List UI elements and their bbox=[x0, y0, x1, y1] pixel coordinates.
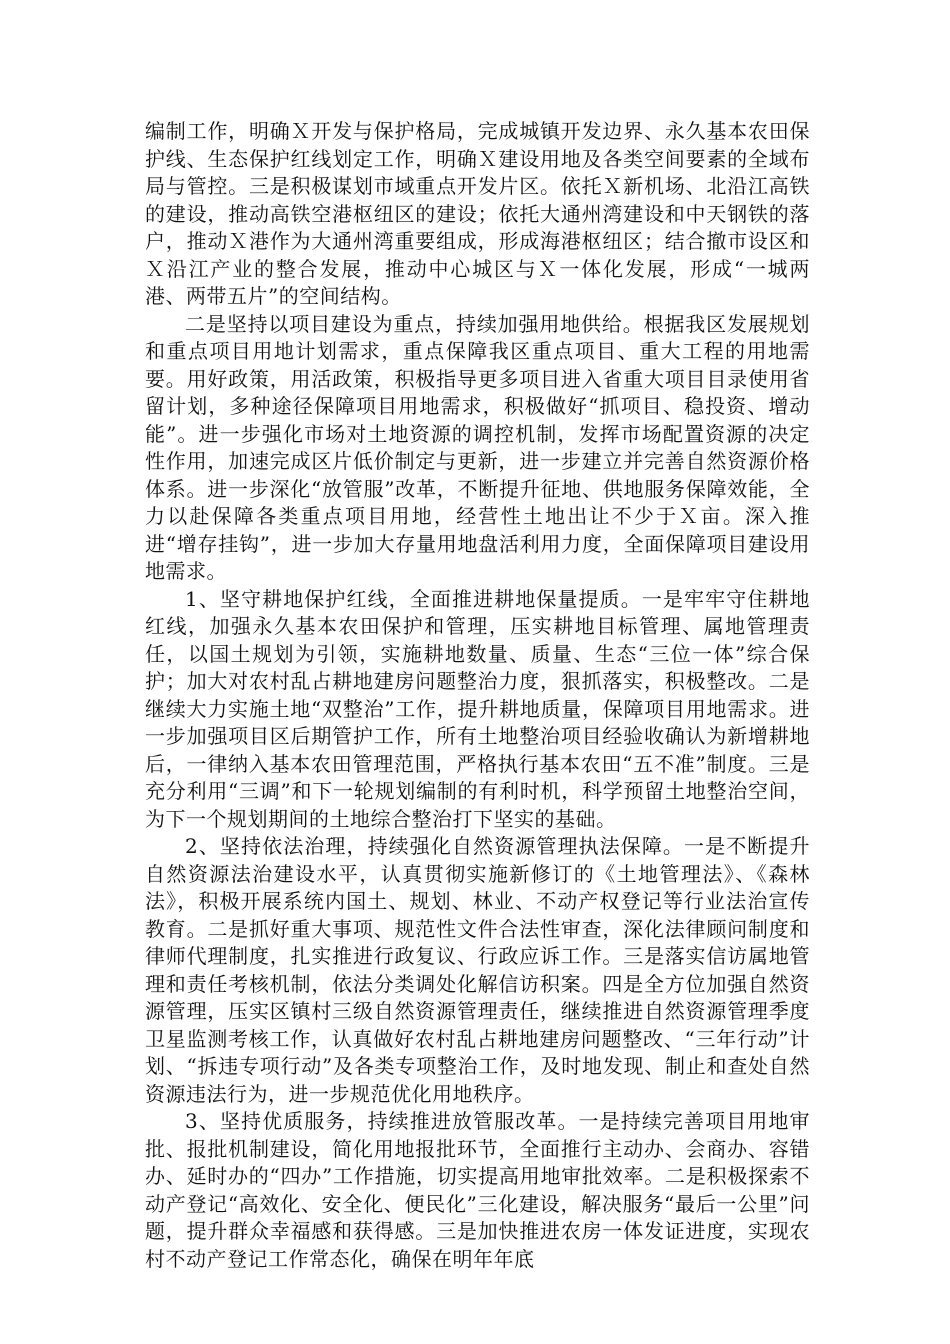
paragraph-3: 1、坚守耕地保护红线，全面推进耕地保量提质。一是牢牢守住耕地红线，加强永久基本农田保护和管理，压实耕地目标管理、属地管理责任，以国土规划为引领，实施耕地数量、质量、生态“三位一体”综合保护；加大对农村乱占耕地建房问题整治力度，狠抓落实，积极整改。二是继续大力实施土地“双整治”工作，提升耕地质量，保障项目用地需求。进一步加强项目区后期管护工作，所有土地整治项目经验收确认为新增耕地后，一律纳入基本农田管理范围，严格执行基本农田“五不准”制度。三是充分利用“三调”和下一轮规划编制的有利时机，科学预留土地整治空间，为下一个规划期间的土地综合整治打下坚实的基础。 bbox=[145, 586, 810, 831]
paragraph-1: 编制工作，明确Ｘ开发与保护格局，完成城镇开发边界、永久基本农田保护线、生态保护红线划定工作，明确Ｘ建设用地及各类空间要素的全域布局与管控。三是积极谋划市域重点开发片区。依托Ｘ新机场、北沿江高铁的建设，推动高铁空港枢纽区的建设；依托大通州湾建设和中天钢铁的落户，推动Ｘ港作为大通州湾重要组成，形成海港枢纽区；结合撤市设区和Ｘ沿江产业的整合发展，推动中心城区与Ｘ一体化发展，形成“一城两港、两带五片”的空间结构。 bbox=[145, 119, 810, 308]
paragraph-4: 2、坚持依法治理，持续强化自然资源管理执法保障。一是不断提升自然资源法治建设水平，认真贯彻实施新修订的《土地管理法》、《森林法》，积极开展系统内国土、规划、林业、不动产权登记等行业法治宣传教育。二是抓好重大事项、规范性文件合法性审查，深化法律顾问制度和律师代理制度，扎实推进行政复议、行政应诉工作。三是落实信访属地管理和责任考核机制，依法分类调处化解信访积案。四是全方位加强自然资源管理，压实区镇村三级自然资源管理责任，继续推进自然资源管理季度卫星监测考核工作，认真做好农村乱占耕地建房问题整改、“三年行动”计划、“拆违专项行动”及各类专项整治工作，及时地发现、制止和查处自然资源违法行为，进一步规范优化用地秩序。 bbox=[145, 834, 810, 1106]
document-body bbox=[145, 118, 810, 1273]
paragraph-2: 二是坚持以项目建设为重点，持续加强用地供给。根据我区发展规划和重点项目用地计划需求，重点保障我区重点项目、重大工程的用地需要。用好政策，用活政策，积极指导更多项目进入省重大项目目录使用省留计划，多种途径保障项目用地需求，积极做好“抓项目、稳投资、增动能”。进一步强化市场对土地资源的调控机制，发挥市场配置资源的决定性作用，加速完成区片低价制定与更新，进一步建立并完善自然资源价格体系。进一步深化“放管服”改革，不断提升征地、供地服务保障效能，全力以赴保障各类重点项目用地，经营性土地出让不少于Ｘ亩。深入推进“增存挂钩”，进一步加大存量用地盘活利用力度，全面保障项目建设用地需求。 bbox=[145, 311, 810, 583]
paragraph-5: 3、坚持优质服务，持续推进放管服改革。一是持续完善项目用地审批、报批机制建设，简化用地报批环节，全面推行主动办、会商办、容错办、延时办的“四办”工作措施，切实提高用地审批效率。二是积极探索不动产登记“高效化、安全化、便民化”三化建设，解决服务“最后一公里”问题，提升群众幸福感和获得感。三是加快推进农房一体发证进度，实现农村不动产登记工作常态化，确保在明年年底 bbox=[145, 1109, 810, 1271]
